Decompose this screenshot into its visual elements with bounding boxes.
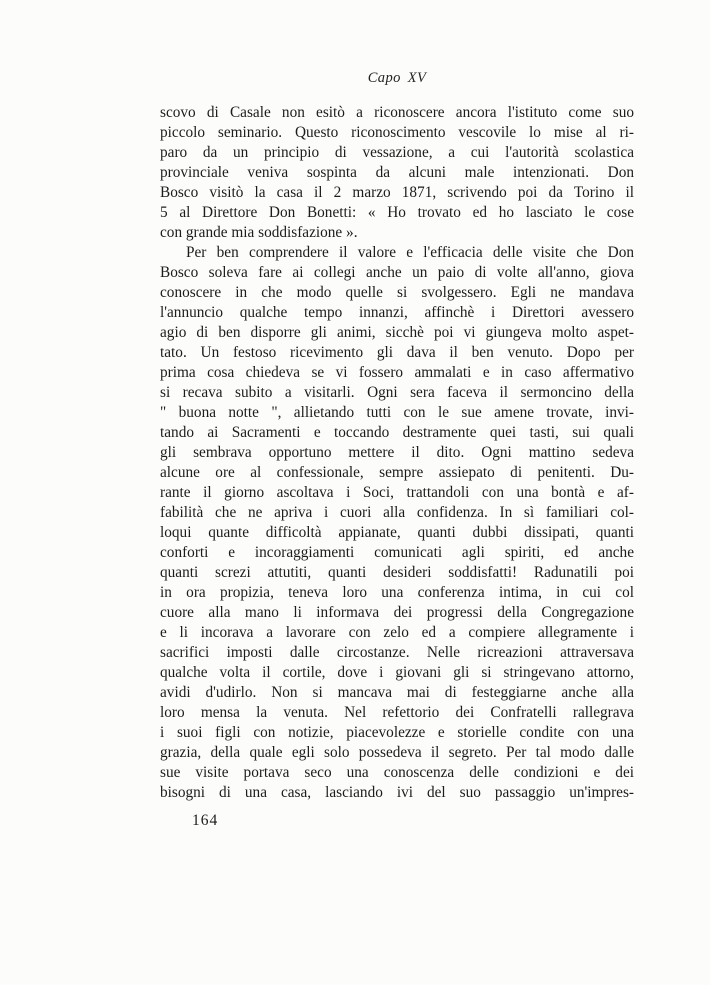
text-line: conforti e incoraggiamenti comunicati agli spiriti, ed anche: [160, 544, 634, 561]
text-line: sue visite portava seco una conoscenza delle condizioni e dei: [160, 764, 634, 781]
text-line: Per ben comprendere il valore e l'efficacia delle visite che Don: [186, 244, 634, 261]
page-number: 164: [192, 812, 219, 829]
text-line: prima cosa chiedeva se vi fossero ammalati e in caso affermativo: [160, 364, 634, 381]
text-line: loro mensa la venuta. Nel refettorio dei Confratelli rallegrava: [160, 704, 634, 721]
text-line: loqui quante difficoltà appianate, quanti dubbi dissipati, quanti: [160, 524, 634, 541]
text-line: agio di ben disporre gli animi, sicchè poi vi giungeva molto aspet-: [160, 324, 634, 341]
text-line: grazia, della quale egli solo possedeva il segreto. Per tal modo dalle: [160, 744, 634, 761]
text-line: Bosco soleva fare ai collegi anche un paio di volte all'anno, giova: [160, 264, 634, 281]
text-line: con grande mia soddisfazione ».: [160, 224, 358, 241]
text-line: piccolo seminario. Questo riconoscimento vescovile lo mise al ri-: [160, 124, 634, 141]
text-line: sacrifici imposti dalle circostanze. Nelle ricreazioni attraversava: [160, 644, 634, 661]
text-line: qualche volta il cortile, dove i giovani gli si stringevano attorno,: [160, 664, 634, 681]
text-line: Bosco visitò la casa il 2 marzo 1871, scrivendo poi da Torino il: [160, 184, 634, 201]
text-line: 5 al Direttore Don Bonetti: « Ho trovato ed ho lasciato le cose: [160, 204, 634, 221]
text-line: avidi d'udirlo. Non si mancava mai di festeggiarne anche alla: [160, 684, 634, 701]
text-line: alcune ore al confessionale, sempre assiepato di penitenti. Du-: [160, 464, 634, 481]
text-line: tato. Un festoso ricevimento gli dava il ben venuto. Dopo per: [160, 344, 634, 361]
text-line: e li incorava a lavorare con zelo ed a compiere allegramente i: [160, 624, 634, 641]
text-line: bisogni di una casa, lasciando ivi del suo passaggio un'impres-: [160, 784, 634, 801]
running-header: Capo XV: [367, 70, 427, 86]
text-line: fabilità che ne apriva i cuori alla confidenza. In sì familiari col-: [160, 504, 634, 521]
text-line: quanti screzi attutiti, quanti desideri soddisfatti! Radunatili poi: [160, 564, 634, 581]
text-block: [160, 103, 634, 803]
text-line: gli sembrava opportuno mettere il dito. Ogni mattino sedeva: [160, 444, 634, 461]
text-line: scovo di Casale non esitò a riconoscere ancora l'istituto come suo: [160, 104, 634, 121]
text-line: si recava subito a visitarli. Ogni sera faceva il sermoncino della: [160, 384, 634, 401]
text-line: in ora propizia, teneva loro una conferenza intima, in cui col: [160, 584, 634, 601]
text-line: conoscere in che modo quelle si svolgessero. Egli ne mandava: [160, 284, 634, 301]
text-line: cuore alla mano li informava dei progressi della Congregazione: [160, 604, 634, 621]
text-line: " buona notte ", allietando tutti con le sue amene trovate, invi-: [160, 404, 634, 421]
text-line: paro da un principio di vessazione, a cui l'autorità scolastica: [160, 144, 634, 161]
text-line: i suoi figli con notizie, piacevolezze e storielle condite con una: [160, 724, 634, 741]
text-line: l'annuncio qualche tempo innanzi, affinchè i Direttori avessero: [160, 304, 634, 321]
text-line: provinciale veniva sospinta da alcuni male intenzionati. Don: [160, 164, 634, 181]
text-line: tando ai Sacramenti e toccando destramente quei tasti, sui quali: [160, 424, 634, 441]
text-line: rante il giorno ascoltava i Soci, trattandoli con una bontà e af-: [160, 484, 634, 501]
